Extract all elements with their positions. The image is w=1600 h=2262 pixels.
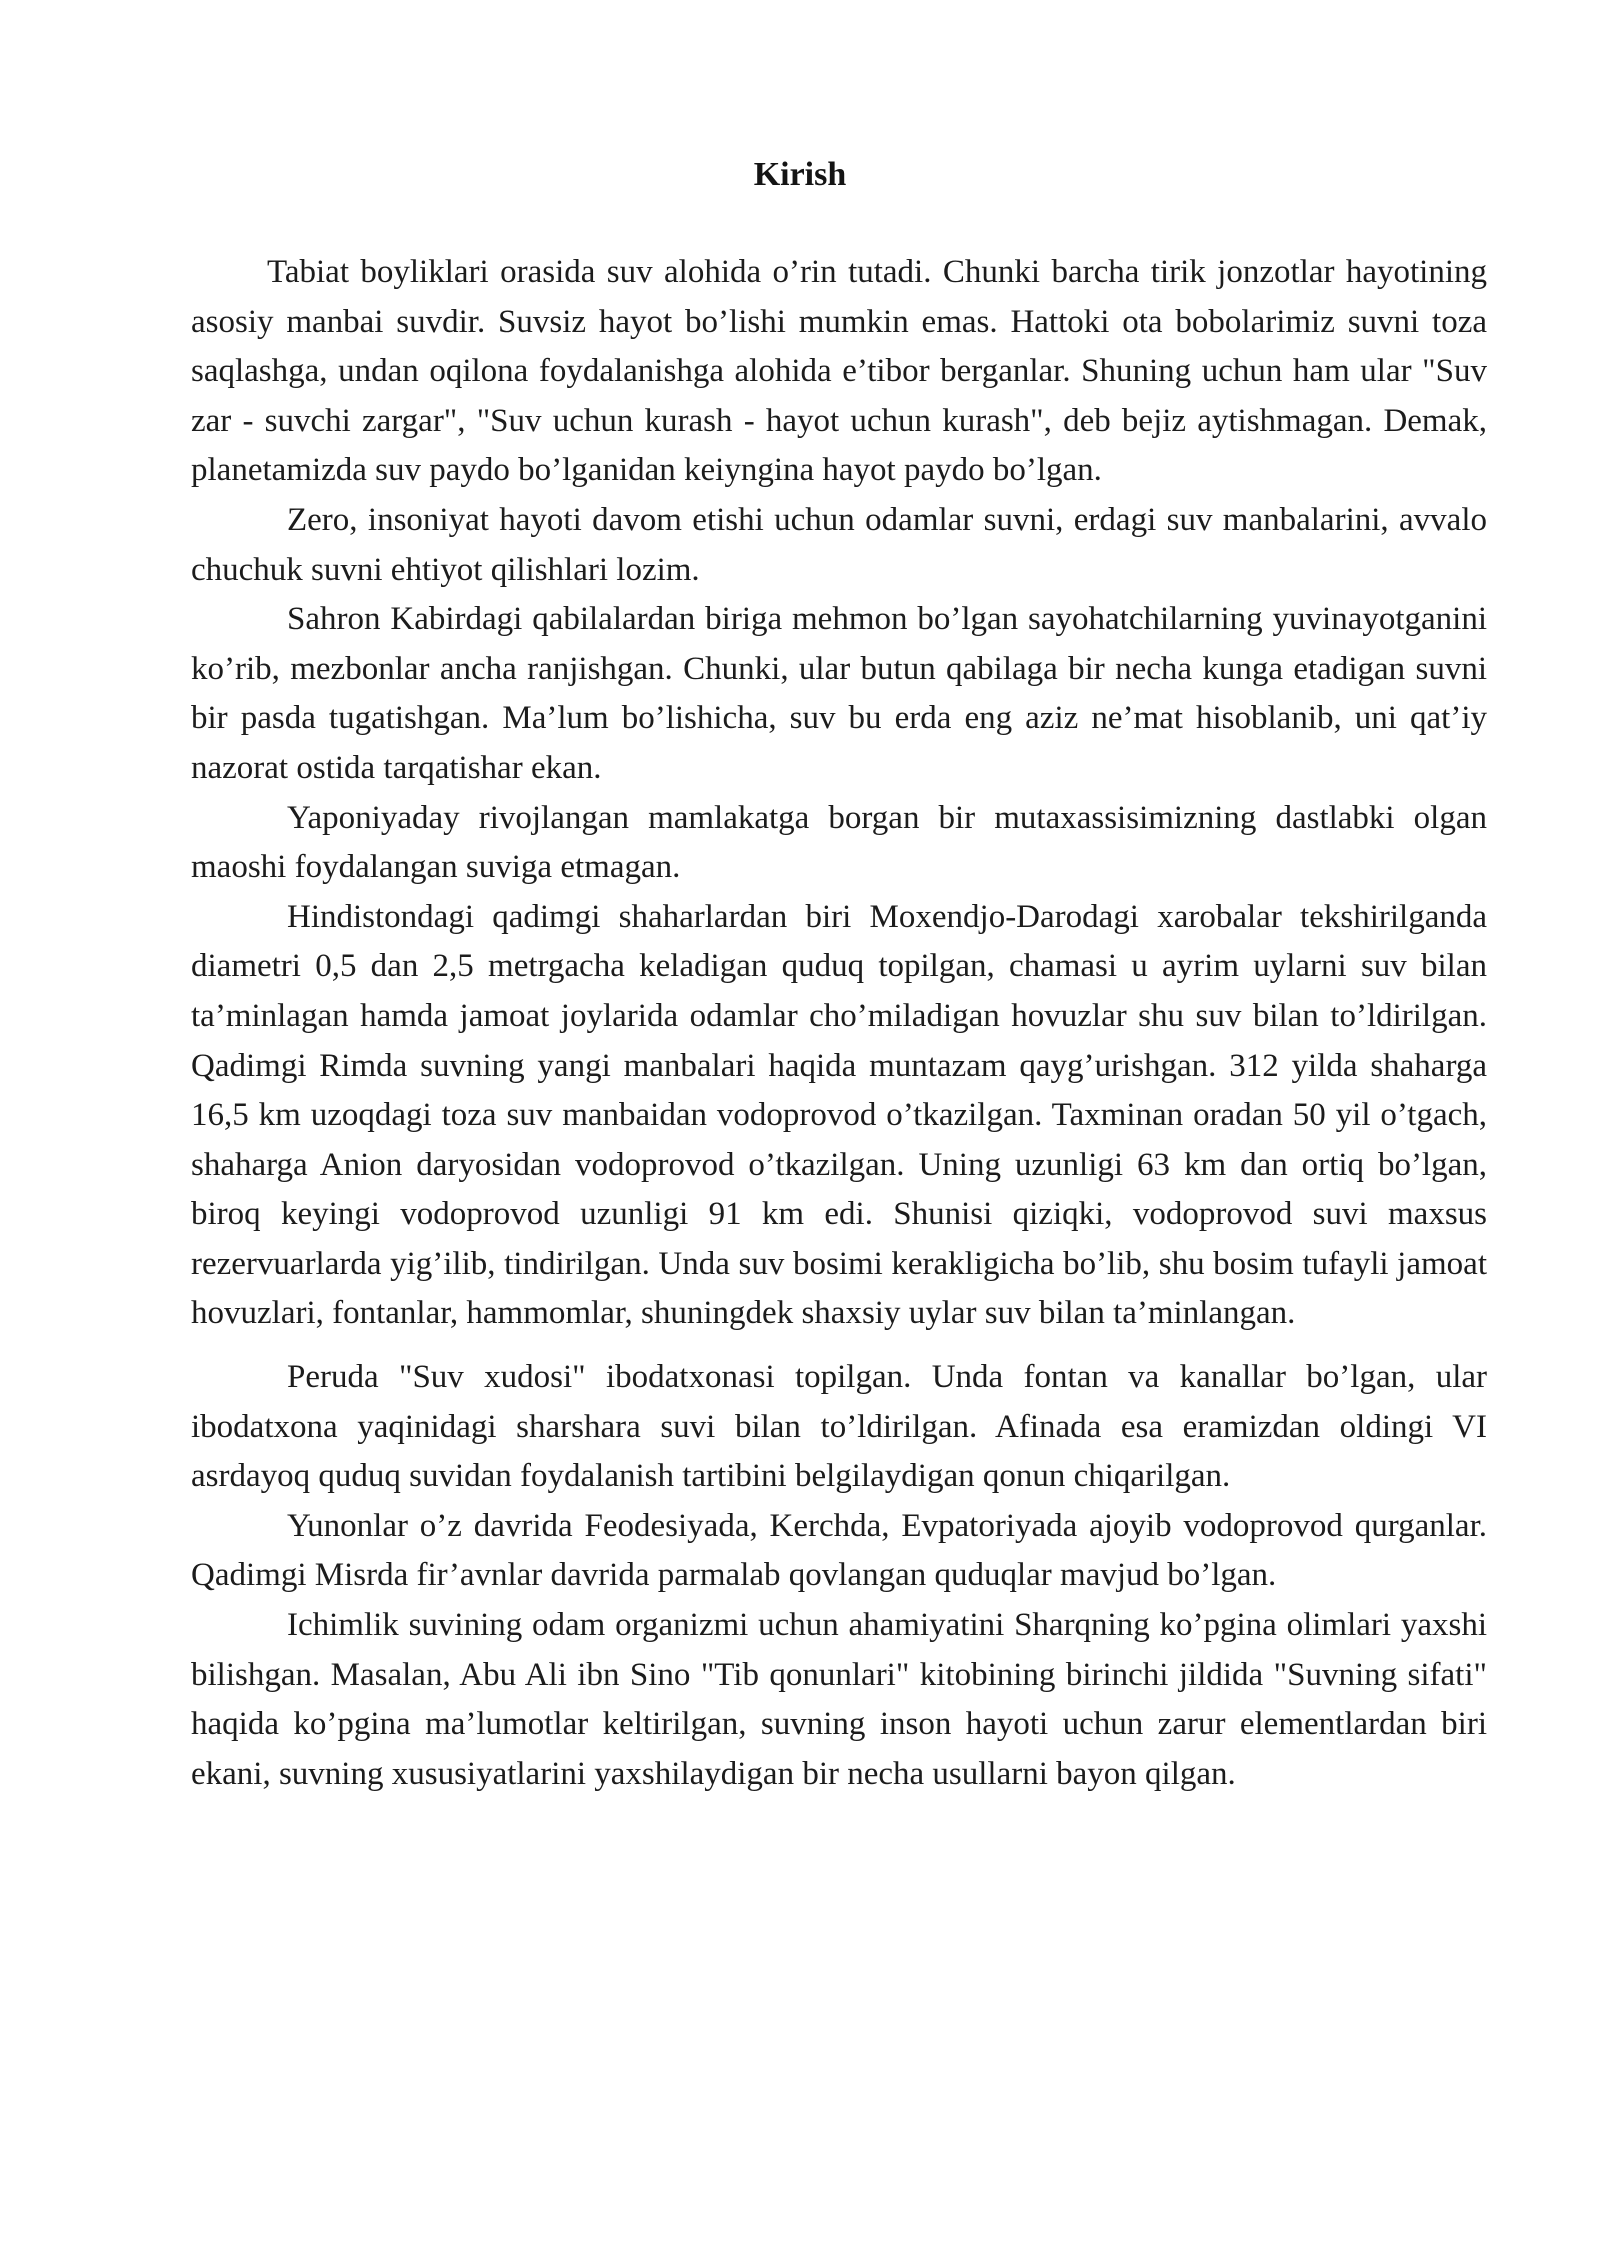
paragraph-india-rome: Hindistondagi qadimgi shaharlardan biri Moxendjo-Darodagi xarobalar tekshirilganda diametri 0,5 dan 2,5 metrgacha keladigan quduq topilgan, chamasi u ayrim uylarni suv bilan ta’minlagan hamda jamoat joylarida odamlar cho’miladigan hovuzlar shu suv bilan to’ldirilgan. Qadimgi Rimda suvning yangi manbalari haqida muntazam qayg’urishgan. 312 yilda shaharga 16,5 km uzoqdagi toza suv manbaidan vodoprovod o’tkazilgan. Taxminan oradan 50 yil o’tgach, shaharga Anion daryosidan vodoprovod o’tkazilgan. Uning uzunligi 63 km dan ortiq bo’lgan, biroq keyingi vodoprovod uzunligi 91 km edi. Shunisi qiziqki, vodoprovod suvi maxsus rezervuarlarda yig’ilib, tindirilgan. Unda suv bosimi kerakligicha bo’lib, shu bosim tufayli jamoat hovuzlari, fontanlar, hammomlar, shuningdek shaxsiy uylar suv bilan ta’minlangan. <box>191 898 1487 1332</box>
document-body <box>191 248 1487 1799</box>
paragraph-intro: Tabiat boyliklari orasida suv alohida o’rin tutadi. Chunki barcha tirik jonzotlar hayotining asosiy manbai suvdir. Suvsiz hayot bo’lishi mumkin emas. Hattoki ota bobolarimiz suvni toza saqlashga, undan oqilona foydalanishga alohida e’tibor berganlar. Shuning uchun ham ular "Suv zar - suvchi zargar", "Suv uchun kurash - hayot uchun kurash", deb bejiz aytishmagan. Demak, planetamizda suv paydo bo’lganidan keiyngina hayot paydo bo’lgan. <box>191 254 1487 489</box>
paragraph-protect-water: Zero, insoniyat hayoti davom etishi uchun odamlar suvni, erdagi suv manbalarini, avvalo chuchuk suvni ehtiyot qilishlari lozim. <box>191 501 1487 588</box>
paragraph-japan: Yaponiyaday rivojlangan mamlakatga borgan bir mutaxassisimizning dastlabki olgan maoshi foydalangan suviga etmagan. <box>191 799 1487 886</box>
paragraph-sahara: Sahron Kabirdagi qabilalardan biriga mehmon bo’lgan sayohatchilarning yuvinayotganini ko’rib, mezbonlar ancha ranjishgan. Chunki, ular butun qabilaga bir necha kunga etadigan suvni bir pasda tugatishgan. Ma’lum bo’lishicha, suv bu erda eng aziz ne’mat hisoblanib, uni qat’iy nazorat ostida tarqatishar ekan. <box>191 601 1487 786</box>
paragraph-greeks-egypt: Yunonlar o’z davrida Feodesiyada, Kerchda, Evpatoriyada ajoyib vodoprovod qurganlar. Qadimgi Misrda fir’avnlar davrida parmalab qovlangan quduqlar mavjud bo’lgan. <box>191 1507 1487 1594</box>
paragraph-peru-athens: Peruda "Suv xudosi" ibodatxonasi topilgan. Unda fontan va kanallar bo’lgan, ular ibodatxona yaqinidagi sharshara suvi bilan to’ldirilgan. Afinada esa eramizdan oldingi VI asrdayoq quduq suvidan foydalanish tartibini belgilaydigan qonun chiqarilgan. <box>191 1359 1487 1495</box>
page-title: Kirish <box>753 156 847 193</box>
paragraph-ibn-sino: Ichimlik suvining odam organizmi uchun ahamiyatini Sharqning ko’pgina olimlari yaxshi bilishgan. Masalan, Abu Ali ibn Sino "Tib qonunlari" kitobining birinchi jildida "Suvning sifati" haqida ko’pgina ma’lumotlar keltirilgan, suvning inson hayoti uchun zarur elementlardan biri ekani, suvning xususiyatlarini yaxshilaydigan bir necha usullarni bayon qilgan. <box>191 1607 1487 1792</box>
